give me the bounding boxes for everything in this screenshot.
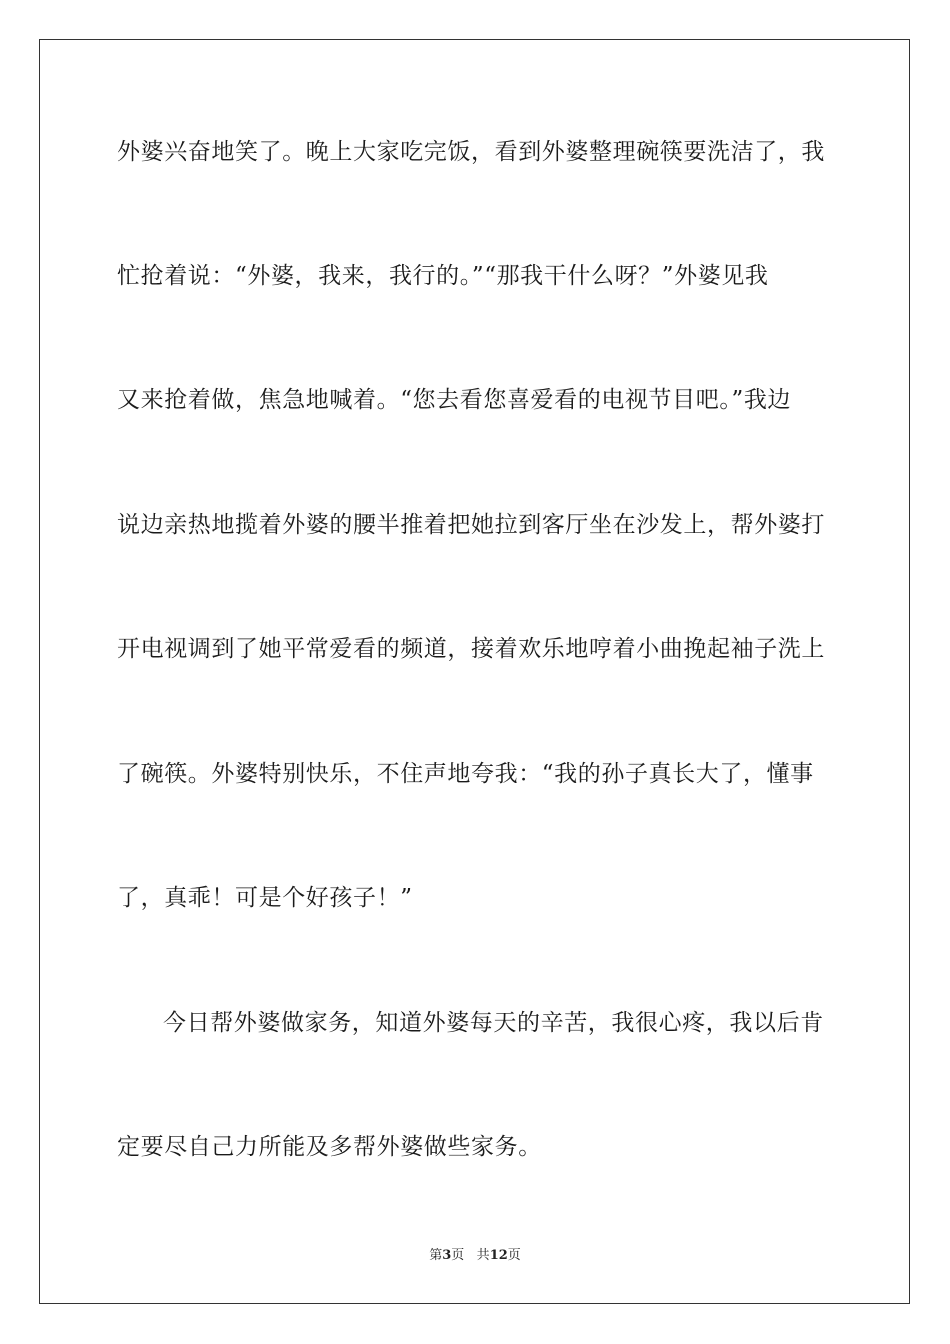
- page-border: [39, 39, 910, 1304]
- body-text-line: 定要尽自己力所能及多帮外婆做些家务。: [117, 1134, 542, 1160]
- body-text-line: 说边亲热地揽着外婆的腰半推着把她拉到客厅坐在沙发上，帮外婆打: [117, 512, 825, 538]
- body-text-line: 外婆兴奋地笑了。晚上大家吃完饭，看到外婆整理碗筷要洗洁了，我: [117, 139, 825, 165]
- footer-total-prefix: 共: [476, 1248, 490, 1263]
- footer-page-number: 3: [442, 1248, 452, 1263]
- body-text-line: 又来抢着做，焦急地喊着。“您去看您喜爱看的电视节目吧。”我边: [117, 387, 792, 413]
- page-footer: [0, 1247, 950, 1265]
- footer-page-suffix: 页: [451, 1248, 465, 1263]
- footer-total-pages: 12: [489, 1248, 508, 1263]
- body-text-line: 了，真乖！可是个好孩子！”: [117, 885, 413, 911]
- body-text-line: 开电视调到了她平常爱看的频道，接着欢乐地哼着小曲挽起袖子洗上: [117, 636, 825, 662]
- body-text-line-indented: 今日帮外婆做家务，知道外婆每天的辛苦，我很心疼，我以后肯: [163, 1010, 824, 1036]
- body-text-line: 忙抢着说：“外婆，我来，我行的。”“那我干什么呀？”外婆见我: [117, 263, 769, 289]
- body-text-line: 了碗筷。外婆特别快乐，不住声地夸我：“我的孙子真长大了，懂事: [117, 761, 814, 787]
- footer-total-suffix: 页: [507, 1248, 521, 1263]
- footer-page-prefix: 第: [429, 1248, 443, 1263]
